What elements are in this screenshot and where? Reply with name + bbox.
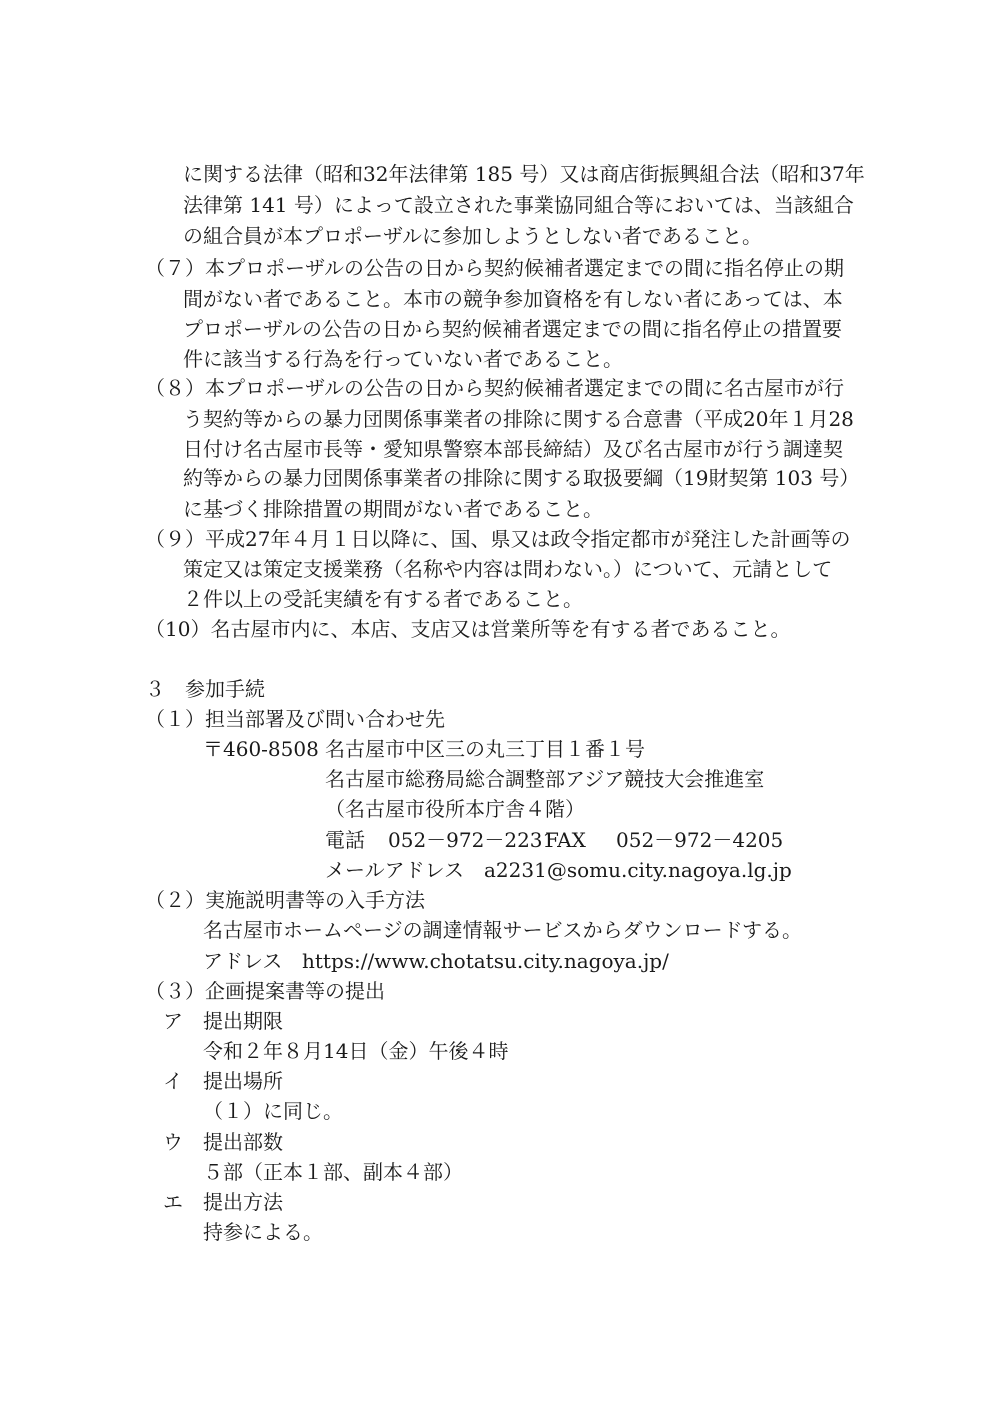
item-8-line-5: に基づく排除措置の期間がない者であること。: [183, 497, 603, 521]
email-label: メールアドレス: [325, 858, 464, 882]
tel-label: 電話: [325, 828, 365, 852]
email-address: a2231@somu.city.nagoya.lg.jp: [484, 858, 792, 882]
continuation-line-1: に関する法律（昭和32年法律第 185 号）又は商店街振興組合法（昭和37年: [183, 162, 865, 186]
item-9-line-1: （９）平成27年４月１日以降に、国、県又は政令指定都市が発注した計画等の: [145, 527, 851, 551]
copies-text: ５部（正本１部、副本４部）: [203, 1160, 463, 1184]
fax-number: 052－972－4205: [616, 828, 784, 852]
postal-code: 〒460-8508: [203, 737, 319, 761]
item-8-line-3: 日付け名古屋市長等・愛知県警察本部長締結）及び名古屋市が行う調達契: [183, 437, 843, 461]
item-7-line-3: プロポーザルの公告の日から契約候補者選定までの間に指名停止の措置要: [183, 317, 842, 341]
building-name: （名古屋市役所本庁舎４階）: [325, 797, 585, 821]
address: 名古屋市中区三の丸三丁目１番１号: [325, 737, 645, 761]
url-label: アドレス: [203, 949, 283, 973]
continuation-line-2: 法律第 141 号）によって設立された事業協同組合等においては、当該組合: [183, 193, 854, 217]
copies-title: ウ 提出部数: [163, 1130, 283, 1154]
item-7-line-2: 間がない者であること。本市の競争参加資格を有しない者にあっては、本: [183, 287, 843, 311]
sub-3-title: （３）企画提案書等の提出: [145, 979, 385, 1003]
item-7-line-1: （７）本プロポーザルの公告の日から契約候補者選定までの間に指名停止の期: [145, 256, 844, 280]
tel-number: 052－972－2231: [388, 828, 556, 852]
item-7-line-4: 件に該当する行為を行っていない者であること。: [183, 347, 623, 371]
item-9-line-3: ２件以上の受託実績を有する者であること。: [183, 587, 583, 611]
sub-2-text: 名古屋市ホームページの調達情報サービスからダウンロードする。: [203, 918, 802, 942]
item-8-line-4: 約等からの暴力団関係事業者の排除に関する取扱要綱（19財契第 103 号）: [183, 466, 860, 490]
method-text: 持参による。: [203, 1220, 323, 1244]
place-title: イ 提出場所: [163, 1069, 283, 1093]
item-8-line-1: （８）本プロポーザルの公告の日から契約候補者選定までの間に名古屋市が行: [145, 376, 844, 400]
deadline-title: ア 提出期限: [163, 1009, 283, 1033]
deadline-text: 令和２年８月14日（金）午後４時: [203, 1039, 509, 1063]
item-8-line-2: う契約等からの暴力団関係事業者の排除に関する合意書（平成20年１月28: [183, 407, 854, 431]
section-3-heading: ３ 参加手続: [145, 677, 265, 701]
url: https://www.chotatsu.city.nagoya.jp/: [302, 949, 669, 973]
place-text: （１）に同じ。: [203, 1099, 343, 1123]
sub-1-title: （１）担当部署及び問い合わせ先: [145, 707, 445, 731]
office-name: 名古屋市総務局総合調整部アジア競技大会推進室: [325, 767, 765, 791]
continuation-line-3: の組合員が本プロポーザルに参加しようとしない者であること。: [183, 224, 762, 248]
item-9-line-2: 策定又は策定支援業務（名称や内容は問わない。）について、元請として: [183, 557, 833, 581]
fax-label: FAX: [545, 828, 586, 852]
method-title: エ 提出方法: [163, 1190, 283, 1214]
item-10-line: （10）名古屋市内に、本店、支店又は営業所等を有する者であること。: [145, 617, 791, 641]
sub-2-title: （２）実施説明書等の入手方法: [145, 888, 425, 912]
